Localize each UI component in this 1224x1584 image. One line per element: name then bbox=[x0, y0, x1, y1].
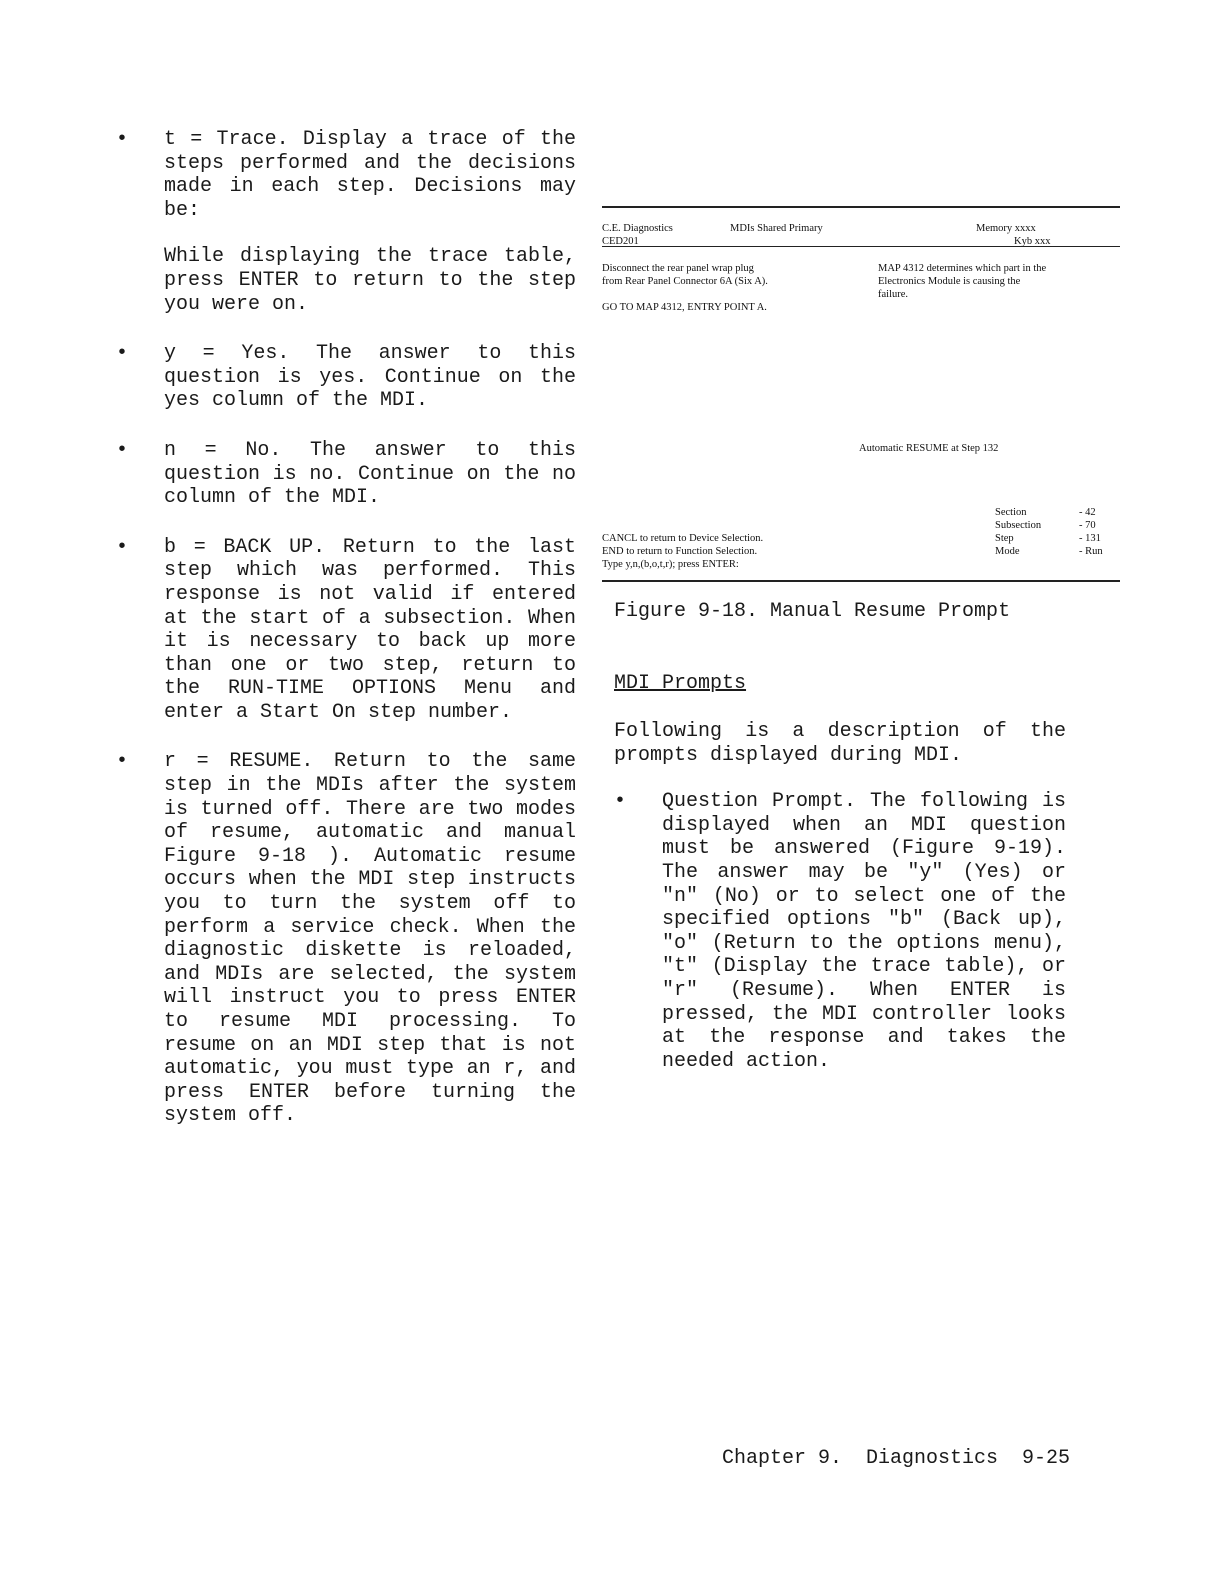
left-column bbox=[116, 128, 576, 1154]
mdi-prompts-intro: Following is a description of the prompts displayed during MDI. bbox=[614, 720, 1066, 767]
screen-resume-message: Automatic RESUME at Step 132 bbox=[859, 443, 999, 454]
screen-note-line-3: failure. bbox=[878, 289, 909, 300]
yes-description: y = Yes. The answer to this question is yes. Continue on the yes column of the MDI. bbox=[164, 342, 576, 413]
screen-status-value: - 42 bbox=[1079, 507, 1096, 518]
trace-description: t = Trace. Display a trace of the steps performed and the decisions made in each step. Decisions may be: bbox=[164, 128, 576, 222]
page-footer: Chapter 9. Diagnostics 9-25 bbox=[722, 1447, 1071, 1470]
question-prompt-description: Question Prompt. The following is displayed when an MDI question must be answered (Figure 9-19). The answer may be "y" (Yes) or "n" (No) or to select one of the specified options "b" (Back up), "o" (Return to the options menu), "t" (Display the trace table), or "r" (Resume). When ENTER is pressed, the MDI controller looks at the response and takes the needed action. bbox=[662, 790, 1066, 1073]
screen-header-mode: MDIs Shared Primary bbox=[730, 223, 823, 234]
bullet-marker: • bbox=[614, 790, 627, 814]
screen-id: CED201 bbox=[602, 236, 639, 247]
screen-goto: GO TO MAP 4312, ENTRY POINT A. bbox=[602, 302, 767, 313]
bullet-marker: • bbox=[116, 438, 129, 462]
screen-status-value: - 131 bbox=[1079, 533, 1101, 544]
screen-note-line-1: MAP 4312 determines which part in the bbox=[878, 263, 1047, 274]
list-item-no bbox=[116, 439, 576, 510]
section-heading: MDI Prompts bbox=[614, 672, 747, 695]
list-item-resume bbox=[116, 750, 576, 1128]
screen-title: C.E. Diagnostics bbox=[602, 223, 673, 234]
list-item-yes bbox=[116, 342, 576, 413]
screen-footer-end: END to return to Function Selection. bbox=[602, 546, 758, 557]
figure-caption: Figure 9-18. Manual Resume Prompt bbox=[614, 600, 1011, 623]
screen-note-line-2: Electronics Module is causing the bbox=[878, 276, 1021, 287]
screen-status-value: - 70 bbox=[1079, 520, 1096, 531]
list-item-question-prompt bbox=[614, 790, 1066, 1073]
screen-footer-cancel: CANCL to return to Device Selection. bbox=[602, 533, 764, 544]
screen-header-divider bbox=[602, 246, 1120, 247]
screen-footer-prompt: Type y,n,(b,o,t,r); press ENTER: bbox=[602, 559, 739, 570]
trace-note: While displaying the trace table, press ENTER to return to the step you were on. bbox=[164, 245, 576, 316]
bullet-marker: • bbox=[116, 128, 129, 151]
screen-status-label: Section bbox=[995, 507, 1027, 518]
bullet-marker: • bbox=[116, 535, 129, 559]
list-item-back-up bbox=[116, 536, 576, 725]
bullet-marker: • bbox=[116, 750, 129, 774]
screen-keyboard: Kyb xxx bbox=[1014, 236, 1051, 247]
back-up-description: b = BACK UP. Return to the last step which was performed. This response is not valid if entered at the start of a subsection. When it is necessary to back up more than one or two step, return to the RUN-TIME OPTIONS Menu and enter a Start On step number. bbox=[164, 535, 576, 724]
screen-status-label: Subsection bbox=[995, 520, 1042, 531]
screen-status-label: Mode bbox=[995, 546, 1020, 557]
manual-resume-screen bbox=[602, 206, 1120, 582]
screen-status-label: Step bbox=[995, 533, 1014, 544]
list-item-trace bbox=[116, 128, 576, 316]
screen-memory: Memory xxxx bbox=[976, 223, 1036, 234]
screen-instruction-line-2: from Rear Panel Connector 6A (Six A). bbox=[602, 276, 768, 287]
resume-description: r = RESUME. Return to the same step in the MDIs after the system is turned off. There are two modes of resume, automatic and manual Figure 9-18 ). Automatic resume occurs when the MDI step instructs you to turn the system off to perform a service check. When the diagnostic diskette is reloaded, and MDIs are selected, the system will instruct you to press ENTER to resume MDI processing. To resume on an MDI step that is not automatic, you must type an r, and press ENTER before turning the system off. bbox=[164, 750, 576, 1128]
no-description: n = No. The answer to this question is no. Continue on the no column of the MDI. bbox=[164, 438, 576, 510]
right-column bbox=[614, 720, 1066, 1099]
screen-status-value: - Run bbox=[1079, 546, 1103, 557]
bullet-marker: • bbox=[116, 342, 129, 366]
screen-instruction-line-1: Disconnect the rear panel wrap plug bbox=[602, 263, 754, 274]
